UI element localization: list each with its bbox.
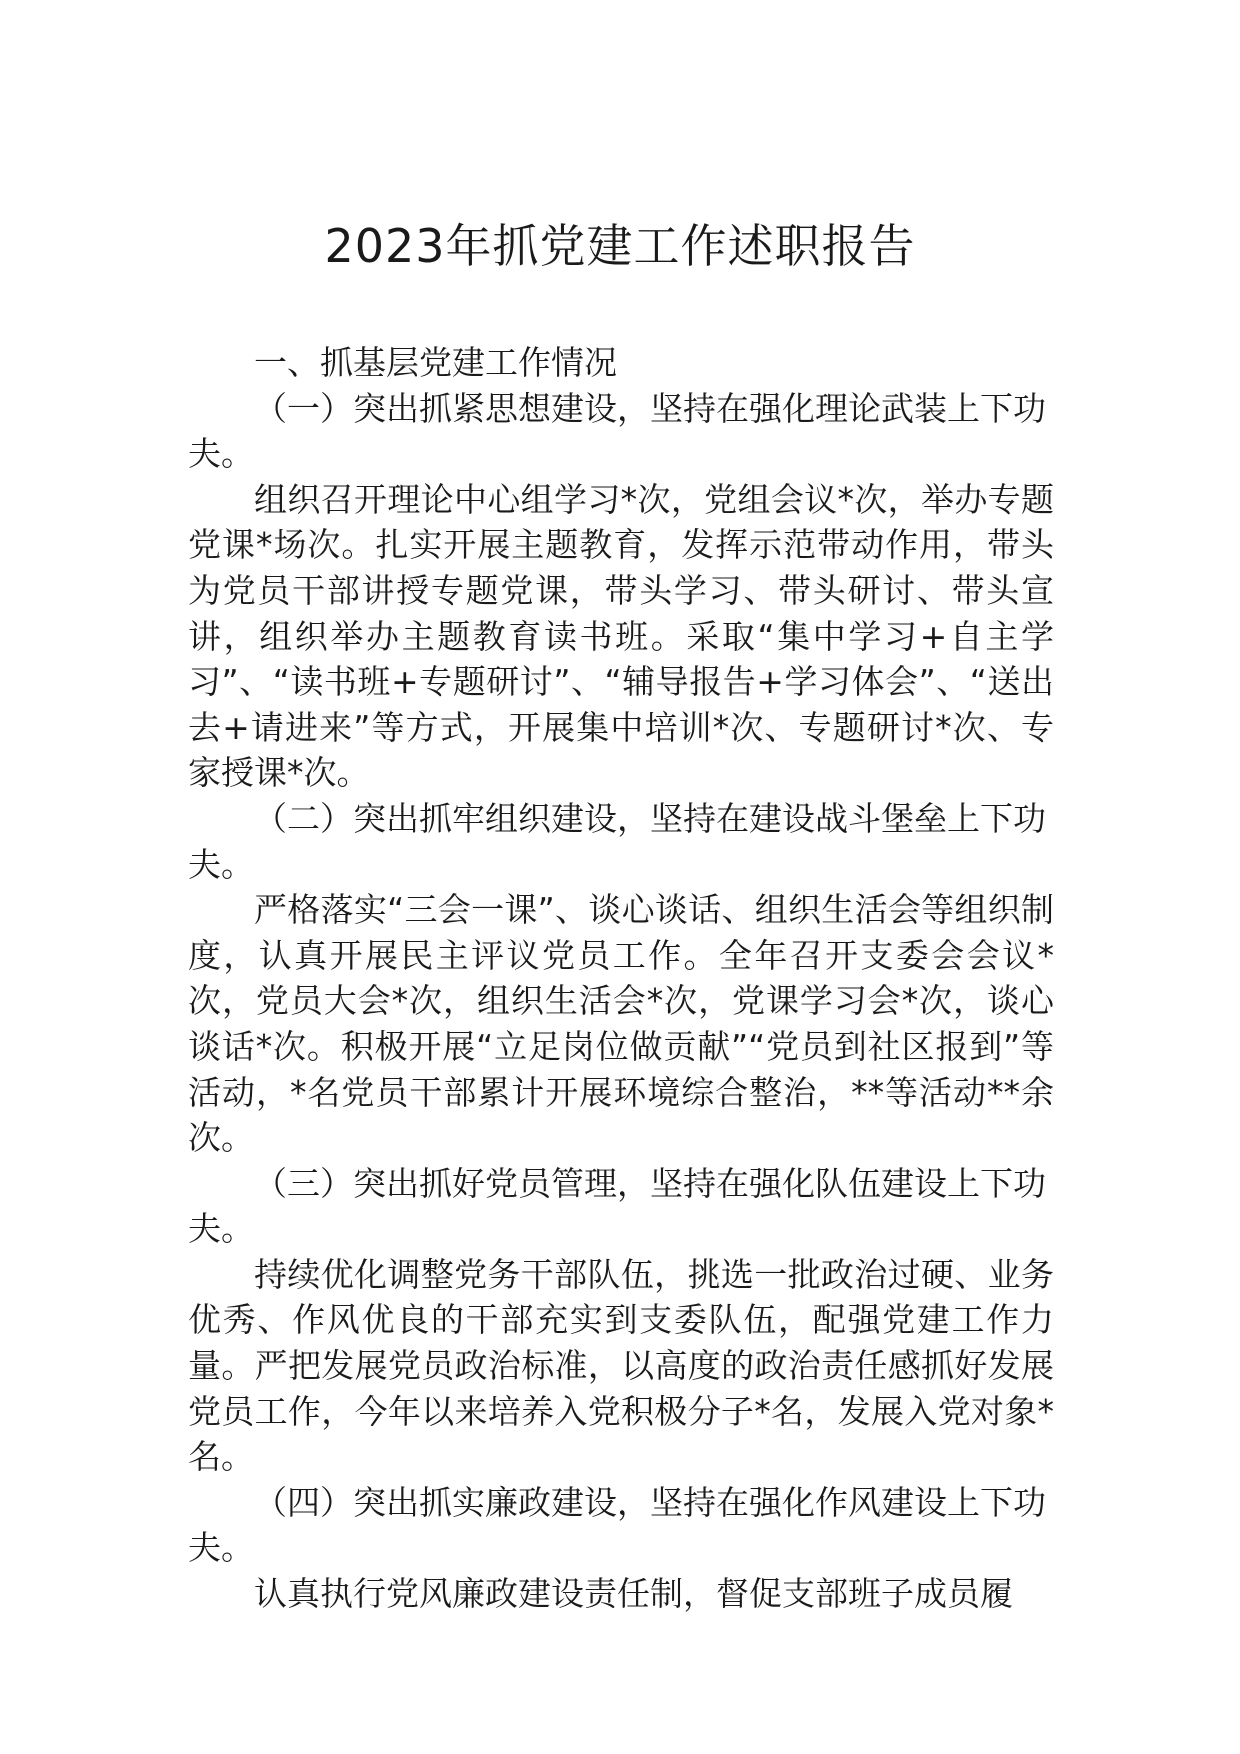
document-body bbox=[188, 340, 1054, 1617]
subsection-heading-1: （一）突出抓紧思想建设，坚持在强化理论武装上下功夫。 bbox=[188, 388, 1046, 474]
section-heading-1: 一、抓基层党建工作情况 bbox=[254, 343, 617, 382]
body-paragraph-4: 认真执行党风廉政建设责任制，督促支部班子成员履 bbox=[254, 1574, 1013, 1614]
subsection-heading-2: （二）突出抓牢组织建设，坚持在建设战斗堡垒上下功夫。 bbox=[188, 798, 1046, 884]
body-paragraph-1: 组织召开理论中心组学习*次，党组会议*次，举办专题党课*场次。扎实开展主题教育，发挥示范带动作用，带头为党员干部讲授专题党课，带头学习、带头研讨、带头宣讲，组织举办主题教育读书班。采取“集中学习+自主学习”、“读书班+专题研讨”、“辅导报告+学习体会”、“送出去+请进来”等方式，开展集中培训*次、专题研讨*次、专家授课*次。 bbox=[188, 479, 1054, 793]
body-paragraph-3: 持续优化调整党务干部队伍，挑选一批政治过硬、业务优秀、作风优良的干部充实到支委队伍，配强党建工作力量。严把发展党员政治标准，以高度的政治责任感抓好发展党员工作，今年以来培养入党积极分子*名，发展入党对象*名。 bbox=[188, 1254, 1054, 1477]
subsection-heading-3: （三）突出抓好党员管理，坚持在强化队伍建设上下功夫。 bbox=[188, 1163, 1046, 1249]
subsection-heading-4: （四）突出抓实廉政建设，坚持在强化作风建设上下功夫。 bbox=[188, 1482, 1046, 1568]
body-paragraph-2: 严格落实“三会一课”、谈心谈话、组织生活会等组织制度，认真开展民主评议党员工作。全年召开支委会会议*次，党员大会*次，组织生活会*次，党课学习会*次，谈心谈话*次。积极开展“立足岗位做贡献”“党员到社区报到”等活动，*名党员干部累计开展环境综合整治，**等活动**余次。 bbox=[188, 890, 1054, 1158]
document-title: 2023年抓党建工作述职报告 bbox=[324, 219, 916, 273]
